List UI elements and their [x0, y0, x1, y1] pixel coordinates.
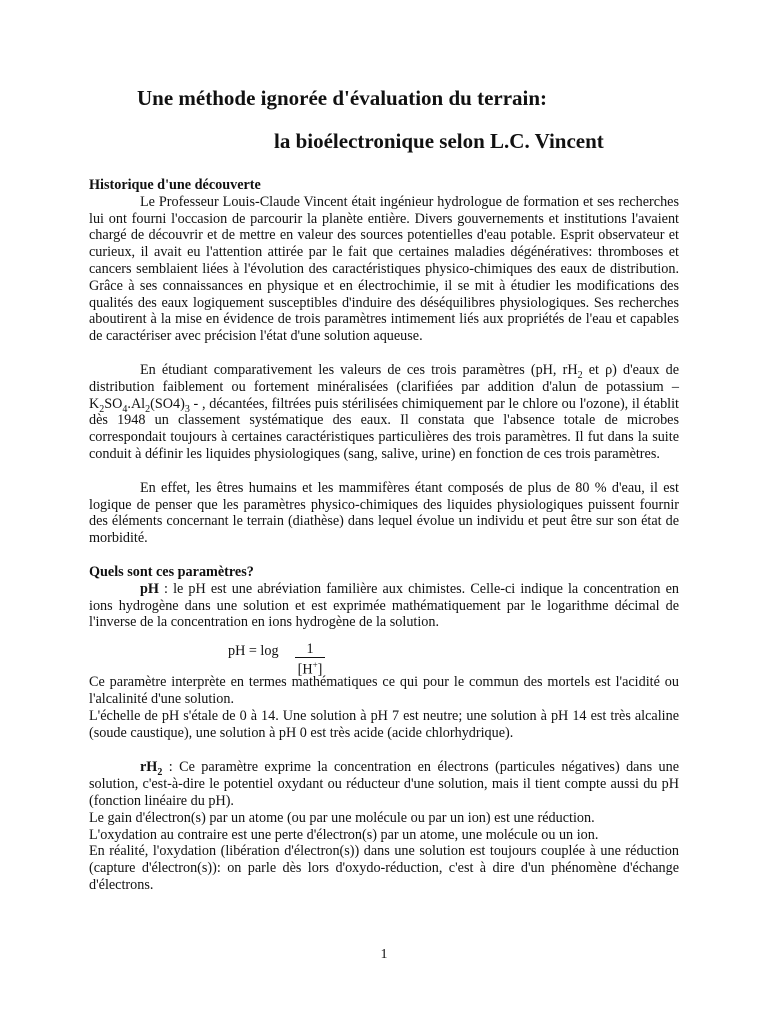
paragraph-reduction: Le gain d'électron(s) par un atome (ou par une molécule ou par un ion) est une réduction.: [89, 809, 595, 826]
subscript: 2: [577, 369, 583, 381]
paragraph-historique-2: [89, 362, 679, 463]
text-run: ]: [317, 661, 323, 678]
paragraph-oxydation: L'oxydation au contraire est une perte d'électron(s) par un atome, une molécule ou un ion.: [89, 826, 599, 843]
text-run: [H: [297, 661, 313, 678]
section-heading-historique: Historique d'une découverte: [89, 177, 261, 193]
text-run: - , décantées, filtrées puis stérilisées chimiquement par le chlore ou l'ozone), il établit dès 1948 un classement systématique des eaux. Il constata que l'absence totale de microbes correspondait toujours à certaines caractéristiques particulières des trois paramètres. Il fut dans la suite conduit à définir les liquides physiologiques (sang, salive, urine) en fonction de ces trois paramètres.: [89, 395, 679, 462]
text-run: rH: [140, 759, 158, 776]
paragraph-ph-scale: L'échelle de pH s'étale de 0 à 14. Une solution à pH 7 est neutre; une solution à pH 14 est très alcaline (soude caustique), une solution à pH 0 est très acide (acide chlorhydrique).: [89, 707, 679, 741]
text-run: En étudiant comparativement les valeurs de ces trois paramètres (pH, rH: [140, 361, 578, 378]
paragraph-historique-3: En effet, les êtres humains et les mammifères étant composés de plus de 80 % d'eau, il est logique de penser que les paramètres physico-chimiques des liquides physiologiques puissent fournir des éléments concernant le terrain (diathèse) dans lequel évolue un individu et peut être sur son état de morbidité.: [89, 479, 679, 547]
text-run: SO: [104, 395, 123, 412]
paragraph-ph-interpretation: Ce paramètre interprète en termes mathématiques ce qui pour le commun des mortels est l'acidité ou l'alcalinité d'une solution.: [89, 674, 679, 707]
paragraph-ph-definition: [89, 581, 679, 631]
document-body: [89, 177, 679, 894]
formula-denominator: [295, 658, 325, 678]
title-line-2: la bioélectronique selon L.C. Vincent: [274, 129, 604, 153]
subscript: 4: [122, 403, 128, 415]
text-run: .Al: [127, 395, 146, 412]
text-run: : Ce paramètre exprime la concentration en électrons (particules négatives) dans une solution, c'est-à-dire le potentiel oxydant ou réducteur d'une solution, mais il tient compte aussi du pH (fonction linéaire du pH).: [89, 759, 679, 809]
text-run: (SO4): [150, 395, 185, 412]
title-line-1: Une méthode ignorée d'évaluation du terrain:: [137, 86, 548, 110]
superscript: +: [312, 660, 318, 671]
subscript: 2: [157, 767, 163, 779]
formula-lhs: pH = log: [228, 643, 279, 660]
subscript: 3: [184, 403, 190, 415]
ph-formula: [89, 640, 679, 678]
term-ph: pH: [140, 580, 159, 597]
paragraph-rh2-definition: [89, 759, 679, 809]
subscript: 2: [99, 403, 105, 415]
paragraph-historique-1: Le Professeur Louis-Claude Vincent était ingénieur hydrologue de formation et ses recherches lui ont fourni l'occasion de parcourir la planète entière. Divers gouvernements et institutions l'avaient chargé de découvrir et de mettre en valeur des sources potentielles d'eau potable. Esprit observateur et curieux, il avait eu l'attention attirée par le fait que certaines maladies dégénératives: thromboses et cancers semblaient liées à l'évolution des caractéristiques physico-chimiques des eaux de distribution. Grâce à ses connaissances en physique et en électrochimie, il se mit à étudier les modifications des qualités des eaux logiquement susceptibles d'induire des déséquilibres physiologiques. Ses recherches aboutirent à la mise en évidence de trois paramètres intimement liés aux propriétés de l'eau et capables de caractériser avec précision l'état d'une solution aqueuse.: [89, 193, 679, 345]
subscript: 2: [145, 403, 151, 415]
text-run: : le pH est une abréviation familière aux chimistes. Celle-ci indique la concentration en ions hydrogène dans une solution et est exprimée mathématiquement par le logarithme décimal de l'inverse de la concentration en ions hydrogène de la solution.: [89, 580, 679, 631]
page-number: 1: [380, 947, 388, 962]
paragraph-oxydo-reduction: En réalité, l'oxydation (libération d'électron(s)) dans une solution est toujours couplée à une réduction (capture d'électron(s)): on parle dès lors d'oxydo-réduction, c'est à dire d'un phénomène d'échange d'électrons.: [89, 843, 679, 893]
formula-numerator: 1: [295, 642, 325, 658]
term-rh2: [140, 759, 163, 779]
text-run: et ρ) d'eaux de distribution faiblement ou fortement minéralisées (clarifiées par addition d'alun de potassium – K: [89, 361, 679, 412]
section-heading-parametres: Quels sont ces paramètres?: [89, 563, 254, 580]
